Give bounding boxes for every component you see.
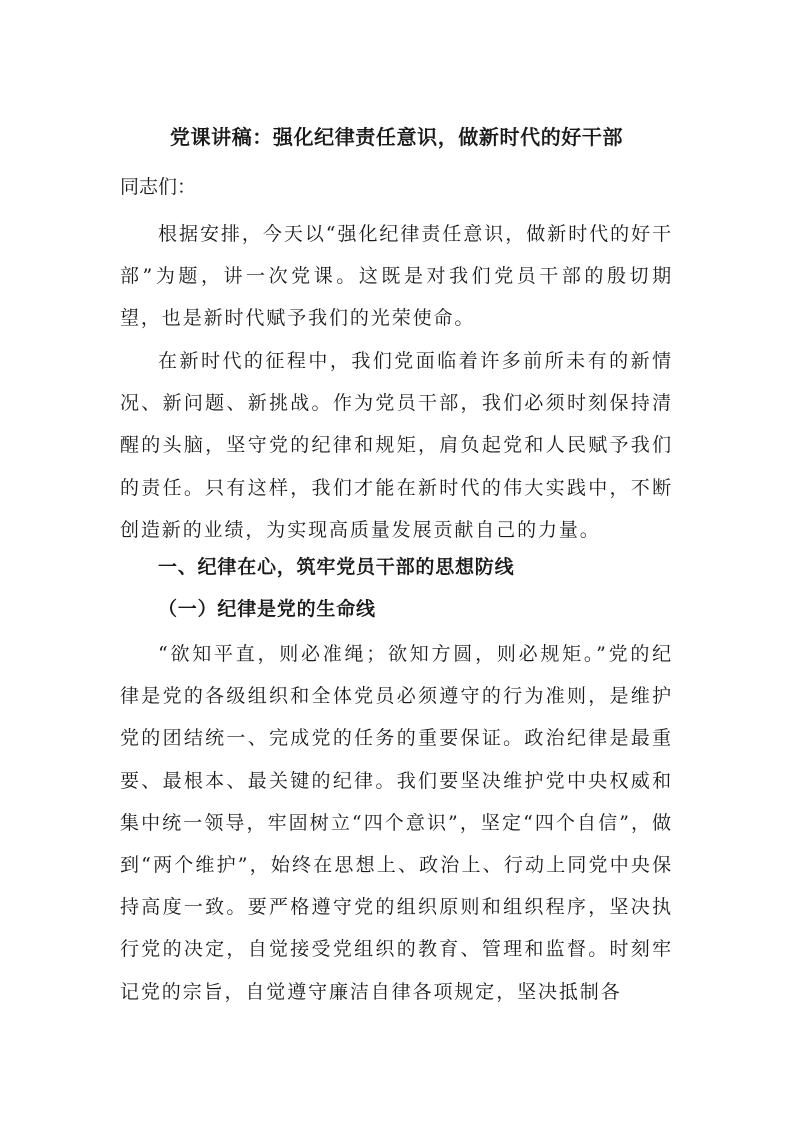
- intro-paragraph: 根据安排，今天以“强化纪律责任意识，做新时代的好干部”为题，讲一次党课。这既是对我们党员干部的殷切期望，也是新时代赋予我们的光荣使命。: [120, 223, 673, 330]
- salutation: 同志们：: [120, 176, 197, 198]
- context-paragraph: 在新时代的征程中，我们党面临着许多前所未有的新情况、新问题、新挑战。作为党员干部，我们必须时刻保持清醒的头脑，坚守党的纪律和规矩，肩负起党和人民赋予我们的责任。只有这样，我们才能在新时代的伟大实践中，不断创造新的业绩，为实现高质量发展贡献自己的力量。: [120, 350, 673, 541]
- document-title: 党课讲稿：强化纪律责任意识，做新时代的好干部: [169, 125, 624, 149]
- section-heading: 一、纪律在心，筑牢党员干部的思想防线: [158, 556, 515, 578]
- subsection-heading: （一）纪律是党的生命线: [158, 598, 376, 620]
- section-paragraph: “欲知平直，则必准绳；欲知方圆，则必规矩。”党的纪律是党的各级组织和全体党员必须遵守的行为准则，是维护党的团结统一、完成党的任务的重要保证。政治纪律是最重要、最根本、最关键的纪律。我们要坚决维护党中央权威和集中统一领导，牢固树立“四个意识”，坚定“四个自信”，做到“两个维护”，始终在思想上、政治上、行动上同党中央保持高度一致。要严格遵守党的组织原则和组织程序，坚决执行党的决定，自觉接受党组织的教育、管理和监督。时刻牢记党的宗旨，自觉遵守廉洁自律各项规定，坚决抵制各: [120, 643, 673, 1003]
